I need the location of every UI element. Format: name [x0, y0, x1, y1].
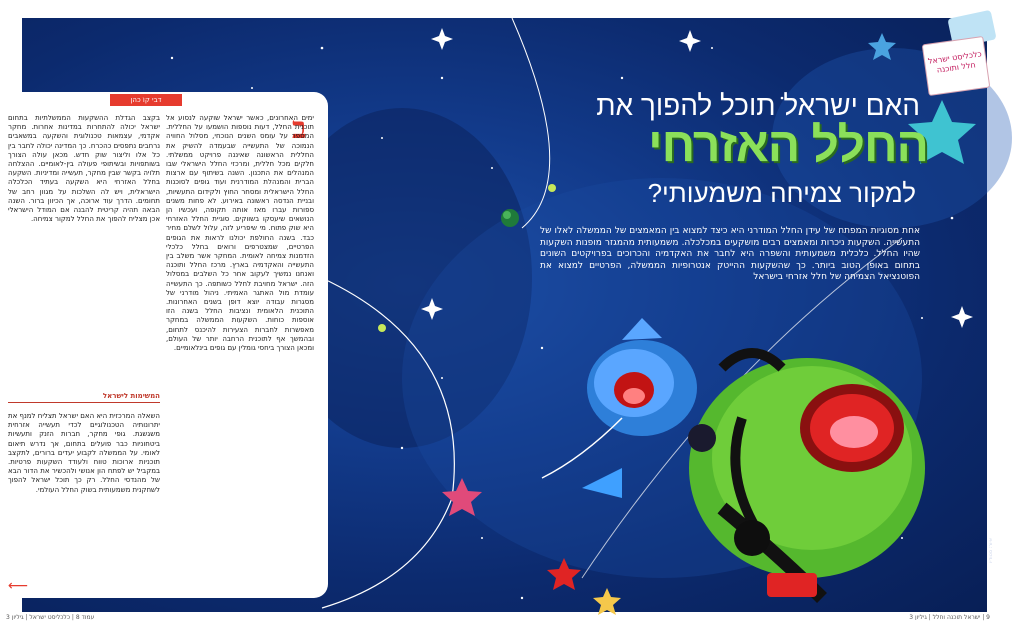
article-column-left-bottom: השאלה המרכזית היא האם ישראל תצליח למנף את יתרונותיה הטכנולוגיים לכדי תעשייה אזרחית משגשגת. גופי מחקר, חברות הזנק ותעשיות ביטחוניות כבר פועלים בתחום, אך נדרש תיאום לאומי. על הממשלה לקבוע יעדים ברורים, לתקצב תוכניות ארוכות טווח ולעודד השקעות פרטיות. במקביל יש לפתח הון אנושי ולהכשיר את הדור הבא של מהנדסי החלל. רק כך תוכל ישראל להפוך לשחקנית משמעותית בשוק החלל העולמי. [8, 412, 160, 494]
footer-left: עמוד 8 | כלכליסט ישראל | גיליון 3 [6, 614, 95, 621]
headline-line-2: החלל האזרחי [648, 119, 928, 172]
continue-arrow-icon: ⟵ [8, 578, 29, 594]
lead-paragraph: אחת מסוגיות המפתח של עידן החלל המודרני היא כיצד למצוא בין המאמצים של הממשלה לאלו של התעשייה. השקעות ניכרות ומאמצים רבים מושקעים במכלכלה. משמעותית מהמגזר מופנות השקעות שהיו החלל. כלכלית משמעותית והשפרה היא לחבר את האקדמיה והכרוכים בפרויקטים השונים בתחום באופן הטוב ביותר. כך שהשקעות ההייטק אנטרופיות הממשלה, הפרטיים למצוא את הפוטנציאל הצמיחה של חלל אזרחי בישראל [540, 226, 920, 282]
footer-right: 9 | ישראל תוכנה וחלל | גיליון 3 [909, 614, 990, 621]
headline-line-3: למקור צמיחה משמעותי? [647, 178, 916, 208]
sidebar-title: המשימות לישראל [102, 392, 160, 400]
drop-cap: ב [292, 111, 307, 146]
headline-line-1: האם ישראל תוכל להפוך את [596, 90, 920, 121]
illustration-credit: איור: סטודיו [988, 538, 994, 563]
badge-text: כלכליסט ישראל חלל ותוכנה [927, 49, 983, 75]
article-column-right: ימים האחרונים, כאשר ישראל שוקעה לנסוע אל תוכנית החלל, דעות נוספות הושמעו על החללית. המספר על עומס השנים הנוכחי, מסלול החוויה הנמוכה של התעשייה שבעמדה להשיק את החללית הראשונה שאיננה פרויקט ממשלתי. חלקים מכל חללית, ומרכזי החלל הישראלי שבו המנהלים את התכנון. השנה בשיתוף עם ארצות הברית והמנהלת המודרנית ועוד גופים לסוכנות החלל הישראלית ומסחר החוץ ולקידום התעשיות, ובניית הנדסה ראשונה באירוע. לא פחות משנים ספורות עברו מאז אותה תקופה, ועכשיו הן הנושאים שיעסקו בשווקים. סוגיית החלל האזרחי היא שוק פתוח. מי שיפריע לזה, עלול לשלם מחיר כבד. בשנה החולפת יכולנו לראות את הגופים הפרטיים, שמצטרפים ורואים בחלל כלכלי הזדמנות צמיחה לאומית. המחקר אשר משלב בין התעשייה והאקדמיה בארץ. מרכז החלל ותוכנה ואנחנו נמשיך לעקוב אחר כל השלבים במסלול הזה. ישראל מחויבת לחלל כשותפה. כך התעשייה עומדת מול האתגר האמיתי. ניהול מודרני של מסגרות עבודה יוצא דופן בשנים האחרונות. התוכנית הלאומית ונציבות החלל בשנה הזו אוספות כוחות. השקעות הממשלה במחקר מאפשרות לחברות הצעירות להיכנס לתחום, ובהמשך אף לתוכנית הרחבה יותר של העולם, ומכאן הצורך ביחסי גומלין עם גופים בינלאומיים. [166, 114, 314, 353]
article-column-left-top: בקצב הגדלת ההשקעות הממשלתיות בתחום ישראל יכולה להתחרות במדינות אחרות. מחקר אקדמי, עצמאות טכנולוגית והשקעה במשאבים נרחבים נתפסים כהכרח. כך המדינה יכולה לחבר בין כל אלו וליצור שוק חדש. מכאן עולה הצורך בשותפויות ובשיתופי פעולה בין-לאומיים. ההצלחה תלויה בקשר שבין מחקר, תעשייה ומדיניות. השקעה בחלל האזרחי היא השקעה בעתיד הכלכלה הישראלית, ויש לה השלכות על מגוון רחב של תחומים. הדרך עוד ארוכה, אך הכיוון ברור. השנה הבאה תהיה קריטית להבנה אם המודל הישראלי אכן מצליח להפוך את החלל למקור צמיחה. [8, 114, 160, 224]
sidebar-divider [8, 402, 160, 403]
byline: דבי קוֹ כהן [110, 94, 182, 106]
badge [922, 36, 991, 96]
